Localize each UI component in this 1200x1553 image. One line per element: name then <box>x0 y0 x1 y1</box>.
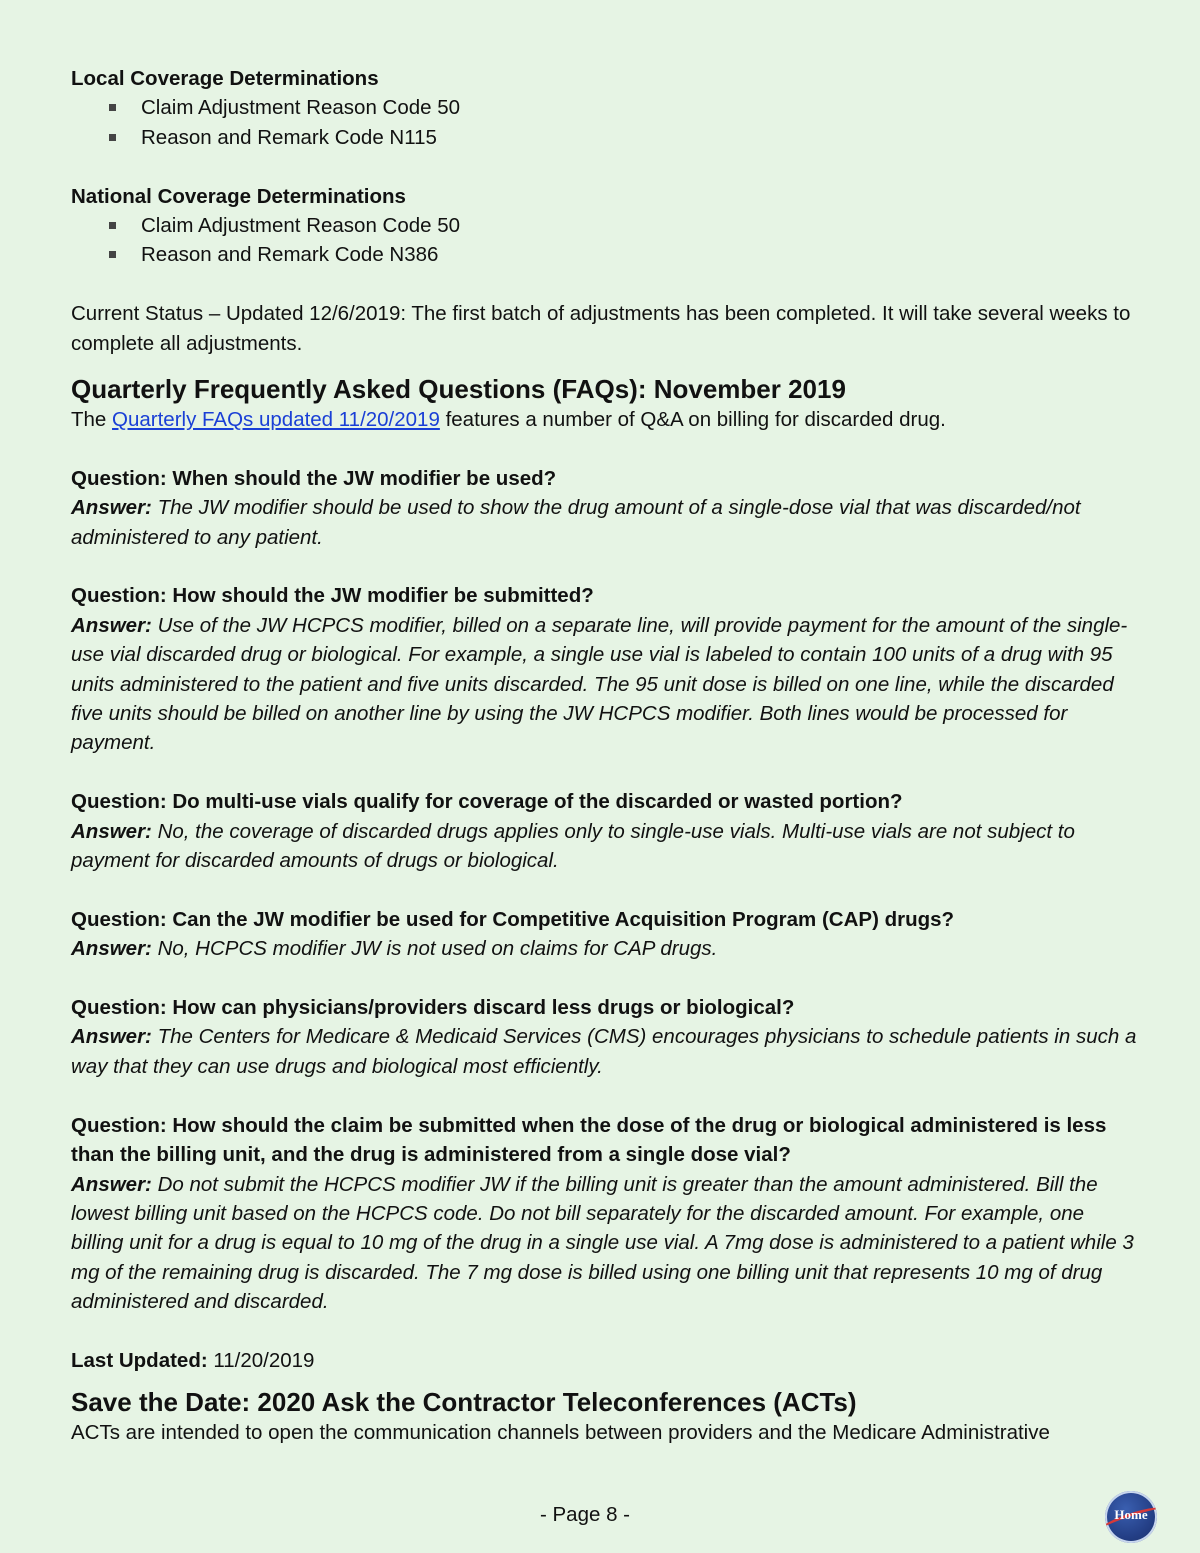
faq-question: Question: Do multi-use vials qualify for coverage of the discarded or wasted portion? <box>71 790 903 814</box>
faq-intro: The Quarterly FAQs updated 11/20/2019 features a number of Q&A on billing for discarded drug. <box>71 408 946 432</box>
quarterly-faqs-link[interactable]: Quarterly FAQs updated 11/20/2019 <box>112 408 440 432</box>
faq-question: Question: How can physicians/providers discard less drugs or biological? <box>71 996 795 1020</box>
ncd-list <box>71 211 1141 270</box>
faq-question: Question: When should the JW modifier be used? <box>71 466 557 490</box>
faq-question: Question: How should the claim be submitted when the dose of the drug or biological administered is less than the billing unit, and the drug is administered from a single dose vial? <box>71 1113 1107 1167</box>
faq-question: Question: How should the JW modifier be submitted? <box>71 584 594 608</box>
faq-answer: Answer: No, the coverage of discarded drugs applies only to single-use vials. Multi-use vials are not subject to payment for discarded amounts of drugs or biological. <box>71 819 1075 873</box>
faq-item <box>71 787 1141 875</box>
list-item: Reason and Remark Code N386 <box>105 240 1141 269</box>
faq-title: Quarterly Frequently Asked Questions (FAQs): November 2019 <box>71 374 846 405</box>
list-item: Reason and Remark Code N115 <box>105 123 1141 152</box>
home-label: Home <box>1114 1507 1148 1522</box>
faq-item <box>71 464 1141 552</box>
last-updated: Last Updated: 11/20/2019 <box>71 1348 315 1372</box>
faq-answer: Answer: The JW modifier should be used to show the drug amount of a single-dose vial that was discarded/not administered to any patient. <box>71 496 1081 549</box>
acts-text: ACTs are intended to open the communication channels between providers and the Medicare Administrative <box>71 1421 1050 1445</box>
faq-item <box>71 581 1141 757</box>
page-content <box>71 64 1141 1448</box>
page-number: - Page 8 - <box>539 1503 631 1526</box>
lcd-list <box>71 93 1141 152</box>
list-item: Claim Adjustment Reason Code 50 <box>105 93 1141 122</box>
faq-item <box>71 993 1141 1081</box>
faq-answer: Answer: Do not submit the HCPCS modifier JW if the billing unit is greater than the amount administered. Bill the lowest billing unit based on the HCPCS code. Do not bill separately for the discarded amount. For example, one billing unit for a drug is equal to 10 mg of the drug in a single use vial. A 7mg dose is administered to a patient while 3 mg of the remaining drug is discarded. The 7 mg dose is billed using one billing unit that represents 10 mg of drug administered and discarded. <box>71 1172 1134 1314</box>
faq-item <box>71 1111 1141 1317</box>
faq-answer: Answer: The Centers for Medicare & Medicaid Services (CMS) encourages physicians to schedule patients in such a way that they can use drugs and biological most efficiently. <box>71 1025 1137 1078</box>
home-button[interactable] <box>1105 1491 1157 1543</box>
list-item: Claim Adjustment Reason Code 50 <box>105 211 1141 240</box>
acts-title: Save the Date: 2020 Ask the Contractor Teleconferences (ACTs) <box>71 1387 857 1418</box>
ncd-heading: National Coverage Determinations <box>71 184 406 208</box>
lcd-heading: Local Coverage Determinations <box>71 67 379 90</box>
current-status: Current Status – Updated 12/6/2019: The first batch of adjustments has been completed. It will take several weeks to complete all adjustments. <box>71 302 1131 355</box>
faq-answer: Answer: No, HCPCS modifier JW is not used on claims for CAP drugs. <box>71 937 718 961</box>
faq-question: Question: Can the JW modifier be used for Competitive Acquisition Program (CAP) drugs? <box>71 907 955 931</box>
faq-item <box>71 905 1141 964</box>
faq-answer: Answer: Use of the JW HCPCS modifier, billed on a separate line, will provide payment for the amount of the single-use vial discarded drug or biological. For example, a single use vial is labeled to contain 100 units of a drug with 95 units administered to the patient and five units discarded. The 95 unit dose is billed on one line, while the discarded five units should be billed on another line by using the JW HCPCS modifier. Both lines would be processed for payment. <box>71 613 1128 755</box>
